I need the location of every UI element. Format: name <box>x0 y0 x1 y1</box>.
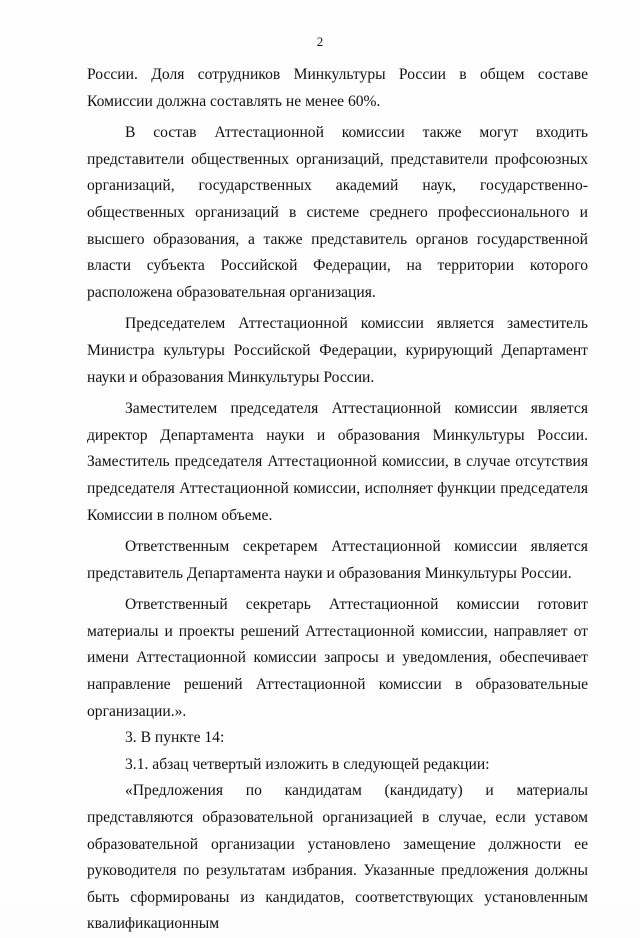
paragraph-7: 3. В пункте 14: <box>125 729 225 747</box>
paragraph-4: Заместителем председателя Аттестационной комиссии является директор Департамента науки и образования Минкультуры России. Заместитель председателя Аттестационной комиссии, в случае отсутствия председателя Аттестационной комиссии, исполняет функции председателя Комиссии в полном объеме. <box>87 400 588 524</box>
paragraph-2: В состав Аттестационной комиссии также могут входить представители общественных организаций, представители профсоюзных организаций, государственных академий наук, государственно-общественных организаций в системе среднего профессионального и высшего образования, а также представитель органов государственной власти субъекта Российской Федерации, на территории которого расположена образовательная организация. <box>87 124 588 301</box>
paragraph-9: «Предложения по кандидатам (кандидату) и материалы представляются образовательной организацией в случае, если уставом образовательной организации установлено замещение должности ее руководителя по результатам избрания. Указанные предложения должны быть сформированы из кандидатов, соответствующих установленным квалификационным <box>87 782 588 933</box>
paragraph-8: 3.1. абзац четвертый изложить в следующей редакции: <box>125 755 490 773</box>
paragraph-5: Ответственным секретарем Аттестационной комиссии является представитель Департамента науки и образования Минкультуры России. <box>87 538 588 582</box>
document-body <box>87 62 588 938</box>
paragraph-1: России. Доля сотрудников Минкультуры России в общем составе Комиссии должна составлять не менее 60%. <box>87 66 588 110</box>
paragraph-6: Ответственный секретарь Аттестационной комиссии готовит материалы и проекты решений Аттестационной комиссии, направляет от имени Аттестационной комиссии запросы и уведомления, обеспечивает направление решений Аттестационной комиссии в образовательные организации.». <box>87 596 588 720</box>
paragraph-3: Председателем Аттестационной комиссии является заместитель Министра культуры Российской Федерации, курирующий Департамент науки и образования Минкультуры России. <box>87 315 588 386</box>
page-number: 2 <box>316 34 324 49</box>
